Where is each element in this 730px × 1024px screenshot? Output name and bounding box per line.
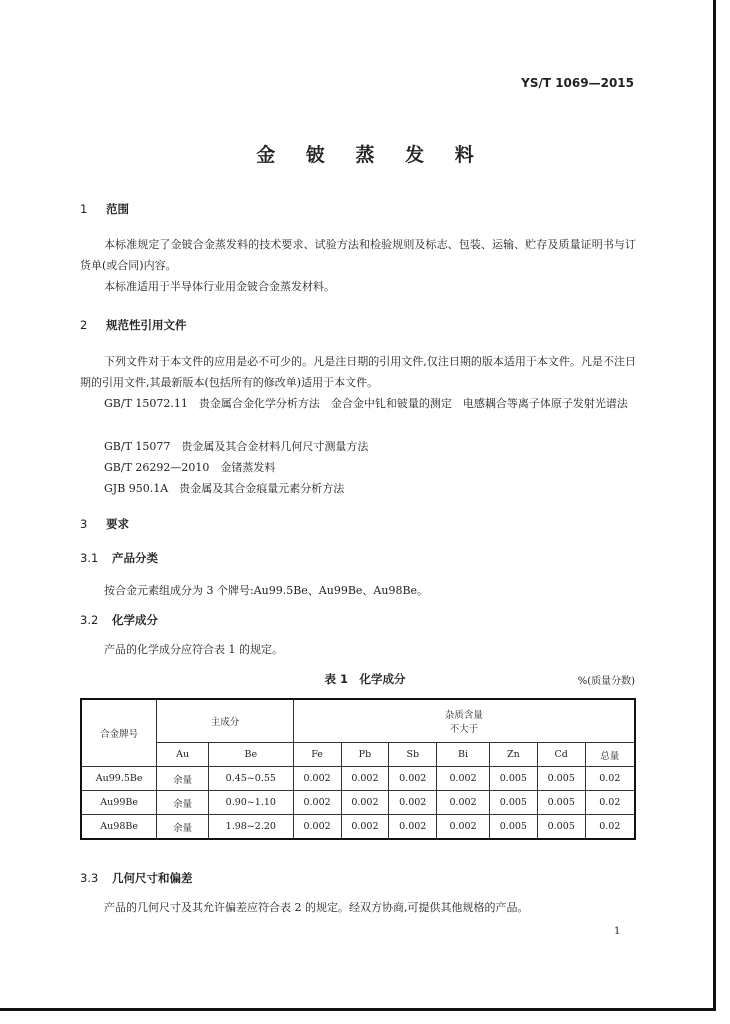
table-row xyxy=(81,815,635,840)
section-3-1-paragraph: 按合金元素组成分为 3 个牌号:Au99.5Be、Au99Be、Au98Be。 xyxy=(104,584,429,597)
header-impurity xyxy=(293,699,635,743)
section-2-heading xyxy=(80,317,187,333)
table-cell: 0.005 xyxy=(537,791,585,815)
table-cell: 余量 xyxy=(157,791,209,815)
table-cell: 0.005 xyxy=(489,767,537,791)
table-cell: 0.002 xyxy=(389,767,437,791)
table-cell: 0.02 xyxy=(585,767,635,791)
table-cell: 0.002 xyxy=(437,791,490,815)
grade-cell: Au99Be xyxy=(81,791,157,815)
document-title: 金 铍 蒸 发 料 xyxy=(256,144,486,166)
table-header-row xyxy=(81,699,635,743)
table-cell: 0.005 xyxy=(537,815,585,840)
grade-cell: Au99.5Be xyxy=(81,767,157,791)
column-header: Bi xyxy=(437,743,490,767)
table-cell: 余量 xyxy=(157,815,209,840)
section-1-heading xyxy=(80,201,129,217)
table-unit: %(质量分数) xyxy=(577,676,635,687)
table-cell: 0.002 xyxy=(437,767,490,791)
table-cell: 0.002 xyxy=(293,767,341,791)
column-header: Pb xyxy=(341,743,389,767)
paragraph-text: 本标准规定了金铍合金蒸发料的技术要求、试验方法和检验规则及标志、包装、运输、贮存及质量证明书与订货单(或合同)内容。 xyxy=(80,238,636,272)
section-3-2-heading xyxy=(80,612,158,628)
table-cell: 0.005 xyxy=(489,815,537,840)
section-number: 1 xyxy=(80,202,88,216)
reference-item: GB/T 15077 贵金属及其合金材料几何尺寸测量方法 xyxy=(104,440,369,453)
table-cell: 余量 xyxy=(157,767,209,791)
table-cell: 0.002 xyxy=(341,791,389,815)
section-3-1-heading xyxy=(80,550,158,566)
table-cell: 0.002 xyxy=(389,791,437,815)
table-caption: 表 1 化学成分 xyxy=(324,672,406,686)
reference-item xyxy=(80,393,636,414)
column-header: Zn xyxy=(489,743,537,767)
header-grade: 合金牌号 xyxy=(81,699,157,767)
section-title: 几何尺寸和偏差 xyxy=(112,871,193,885)
column-header: Fe xyxy=(293,743,341,767)
table-cell: 0.002 xyxy=(341,815,389,840)
section-number: 2 xyxy=(80,318,88,332)
table-cell: 0.002 xyxy=(341,767,389,791)
table-cell: 0.02 xyxy=(585,815,635,840)
table-cell: 0.005 xyxy=(537,767,585,791)
table-cell: 1.98~2.20 xyxy=(208,815,293,840)
column-header: Sb xyxy=(389,743,437,767)
table-row xyxy=(81,791,635,815)
section-title: 要求 xyxy=(106,517,129,531)
table-cell: 0.002 xyxy=(389,815,437,840)
section-number: 3.3 xyxy=(80,871,99,885)
table-cell: 0.002 xyxy=(293,815,341,840)
section-1-paragraph-1 xyxy=(80,234,636,276)
column-header: 总量 xyxy=(585,743,635,767)
table-cell: 0.02 xyxy=(585,791,635,815)
section-number: 3 xyxy=(80,517,88,531)
header-impurity-subtitle: 不大于 xyxy=(449,724,479,735)
table-cell: 0.002 xyxy=(437,815,490,840)
section-title: 化学成分 xyxy=(112,613,158,627)
chemical-composition-table xyxy=(80,698,636,840)
grade-cell: Au98Be xyxy=(81,815,157,840)
section-3-heading xyxy=(80,516,129,532)
section-3-2-paragraph: 产品的化学成分应符合表 1 的规定。 xyxy=(104,643,283,656)
table-cell: 0.002 xyxy=(293,791,341,815)
section-title: 规范性引用文件 xyxy=(106,318,187,332)
page-number: 1 xyxy=(614,926,621,937)
section-title: 范围 xyxy=(106,202,129,216)
reference-text: GB/T 15072.11 贵金属合金化学分析方法 金合金中钆和铍量的测定 电感耦合等离子体原子发射光谱法 xyxy=(104,397,628,410)
table-subheader-row xyxy=(81,743,635,767)
header-main-component: 主成分 xyxy=(157,699,293,743)
column-header: Cd xyxy=(537,743,585,767)
standard-number: YS/T 1069—2015 xyxy=(521,76,634,90)
section-1-paragraph-2 xyxy=(80,276,636,297)
section-3-3-paragraph: 产品的几何尺寸及其允许偏差应符合表 2 的规定。经双方协商,可提供其他规格的产品。 xyxy=(104,901,529,914)
reference-item: GB/T 26292—2010 金锗蒸发料 xyxy=(104,461,276,474)
table-cell: 0.005 xyxy=(489,791,537,815)
table-cell: 0.45~0.55 xyxy=(208,767,293,791)
section-number: 3.1 xyxy=(80,551,99,565)
paragraph-text: 本标准适用于半导体行业用金铍合金蒸发材料。 xyxy=(104,280,335,293)
paragraph-text: 下列文件对于本文件的应用是必不可少的。凡是注日期的引用文件,仅注日期的版本适用于本文件。凡是不注日期的引用文件,其最新版本(包括所有的修改单)适用于本文件。 xyxy=(80,355,636,389)
section-3-3-heading xyxy=(80,870,193,886)
table-cell: 0.90~1.10 xyxy=(208,791,293,815)
section-2-paragraph-1 xyxy=(80,351,636,393)
section-number: 3.2 xyxy=(80,613,99,627)
page-edge-bottom xyxy=(0,1008,716,1011)
reference-item: GJB 950.1A 贵金属及其合金痕量元素分析方法 xyxy=(104,482,345,495)
column-header: Be xyxy=(208,743,293,767)
table-row xyxy=(81,767,635,791)
header-impurity-title: 杂质含量 xyxy=(444,710,483,721)
column-header: Au xyxy=(157,743,209,767)
section-title: 产品分类 xyxy=(112,551,158,565)
